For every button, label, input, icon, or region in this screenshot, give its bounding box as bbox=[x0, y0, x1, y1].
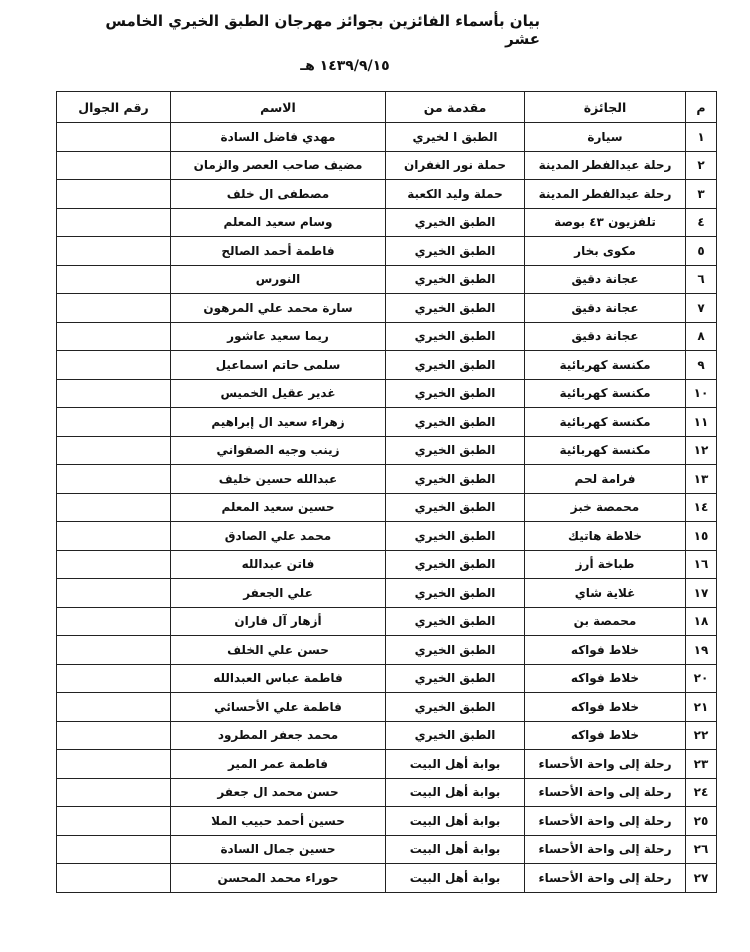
table-row bbox=[57, 436, 717, 465]
row-from: بوابة أهل البيت bbox=[386, 835, 525, 864]
row-phone bbox=[57, 607, 171, 636]
row-phone bbox=[57, 550, 171, 579]
row-phone bbox=[57, 379, 171, 408]
row-phone bbox=[57, 180, 171, 209]
row-num: ١٠ bbox=[686, 379, 717, 408]
row-name: أزهار آل فاران bbox=[171, 607, 386, 636]
row-name: حوراء محمد المحسن bbox=[171, 864, 386, 893]
row-num: ٦ bbox=[686, 265, 717, 294]
row-name: حسين جمال السادة bbox=[171, 835, 386, 864]
row-from: بوابة أهل البيت bbox=[386, 807, 525, 836]
table-row bbox=[57, 322, 717, 351]
row-prize: عجانة دقيق bbox=[525, 265, 686, 294]
row-phone bbox=[57, 151, 171, 180]
row-prize: طباخة أرز bbox=[525, 550, 686, 579]
row-from: الطبق الخيري bbox=[386, 493, 525, 522]
row-from: الطبق الخيري bbox=[386, 208, 525, 237]
table-row bbox=[57, 379, 717, 408]
row-phone bbox=[57, 265, 171, 294]
row-name: سلمى حاتم اسماعيل bbox=[171, 351, 386, 380]
row-from: الطبق الخيري bbox=[386, 721, 525, 750]
table-row bbox=[57, 607, 717, 636]
row-name: عبدالله حسين خليف bbox=[171, 465, 386, 494]
row-name: فاتن عبدالله bbox=[171, 550, 386, 579]
table-row bbox=[57, 151, 717, 180]
row-phone bbox=[57, 693, 171, 722]
table-row bbox=[57, 265, 717, 294]
row-prize: مكنسة كهربائية bbox=[525, 436, 686, 465]
table-row bbox=[57, 493, 717, 522]
row-prize: غلاية شاي bbox=[525, 579, 686, 608]
row-num: ٨ bbox=[686, 322, 717, 351]
table-row bbox=[57, 180, 717, 209]
row-name: فاطمة علي الأحسائي bbox=[171, 693, 386, 722]
row-name: مصطفى ال خلف bbox=[171, 180, 386, 209]
row-from: بوابة أهل البيت bbox=[386, 864, 525, 893]
row-from: الطبق الخيري bbox=[386, 693, 525, 722]
row-name: فاطمة أحمد الصالح bbox=[171, 237, 386, 266]
row-num: ١٣ bbox=[686, 465, 717, 494]
row-prize: مكنسة كهربائية bbox=[525, 408, 686, 437]
row-from: الطبق الخيري bbox=[386, 265, 525, 294]
row-from: الطبق الخيري bbox=[386, 294, 525, 323]
row-from: الطبق الخيري bbox=[386, 607, 525, 636]
row-prize: رحلة عيدالفطر المدينة bbox=[525, 180, 686, 209]
row-prize: تلفزيون ٤٣ بوصة bbox=[525, 208, 686, 237]
row-name: محمد جعفر المطرود bbox=[171, 721, 386, 750]
row-phone bbox=[57, 408, 171, 437]
row-phone bbox=[57, 750, 171, 779]
row-num: ١٦ bbox=[686, 550, 717, 579]
row-from: الطبق الخيري bbox=[386, 550, 525, 579]
header-prize: الجائزة bbox=[525, 92, 686, 123]
row-num: ١٢ bbox=[686, 436, 717, 465]
row-from: بوابة أهل البيت bbox=[386, 750, 525, 779]
table-row bbox=[57, 835, 717, 864]
row-prize: خلاط فواكه bbox=[525, 636, 686, 665]
document-date: ١٤٣٩/٩/١٥ هـ bbox=[300, 58, 390, 74]
row-name: زينب وجيه الصفواني bbox=[171, 436, 386, 465]
row-prize: مكنسة كهربائية bbox=[525, 379, 686, 408]
row-num: ١ bbox=[686, 123, 717, 152]
row-prize: رحلة إلى واحة الأحساء bbox=[525, 778, 686, 807]
row-name: حسن علي الخلف bbox=[171, 636, 386, 665]
winners-table bbox=[56, 91, 717, 893]
row-phone bbox=[57, 835, 171, 864]
row-prize: خلاط فواكه bbox=[525, 693, 686, 722]
row-num: ٢٢ bbox=[686, 721, 717, 750]
row-name: محمد علي الصادق bbox=[171, 522, 386, 551]
row-prize: رحلة إلى واحة الأحساء bbox=[525, 864, 686, 893]
row-name: وسام سعيد المعلم bbox=[171, 208, 386, 237]
table-row bbox=[57, 693, 717, 722]
row-prize: خلاط فواكه bbox=[525, 721, 686, 750]
row-num: ٧ bbox=[686, 294, 717, 323]
table-row bbox=[57, 408, 717, 437]
table-row bbox=[57, 864, 717, 893]
row-num: ٢١ bbox=[686, 693, 717, 722]
row-prize: رحلة إلى واحة الأحساء bbox=[525, 750, 686, 779]
table-row bbox=[57, 664, 717, 693]
row-num: ١٧ bbox=[686, 579, 717, 608]
row-phone bbox=[57, 778, 171, 807]
table-row bbox=[57, 636, 717, 665]
table-header-row bbox=[57, 92, 717, 123]
row-from: الطبق الخيري bbox=[386, 351, 525, 380]
row-phone bbox=[57, 522, 171, 551]
row-num: ٢٤ bbox=[686, 778, 717, 807]
row-prize: محمصة بن bbox=[525, 607, 686, 636]
row-phone bbox=[57, 294, 171, 323]
row-from: حملة نور الغفران bbox=[386, 151, 525, 180]
row-from: بوابة أهل البيت bbox=[386, 778, 525, 807]
row-name: حسين سعيد المعلم bbox=[171, 493, 386, 522]
table-row bbox=[57, 237, 717, 266]
row-prize: رحلة إلى واحة الأحساء bbox=[525, 807, 686, 836]
row-phone bbox=[57, 579, 171, 608]
row-num: ٩ bbox=[686, 351, 717, 380]
row-num: ٢٣ bbox=[686, 750, 717, 779]
row-name: حسين أحمد حبيب الملا bbox=[171, 807, 386, 836]
table-body bbox=[57, 123, 717, 893]
row-prize: سيارة bbox=[525, 123, 686, 152]
table-row bbox=[57, 807, 717, 836]
row-name: النورس bbox=[171, 265, 386, 294]
row-from: حملة وليد الكعبة bbox=[386, 180, 525, 209]
row-name: علي الجعفر bbox=[171, 579, 386, 608]
row-num: ٢٠ bbox=[686, 664, 717, 693]
row-prize: رحلة عيدالفطر المدينة bbox=[525, 151, 686, 180]
table-row bbox=[57, 721, 717, 750]
row-phone bbox=[57, 123, 171, 152]
row-phone bbox=[57, 208, 171, 237]
header-name: الاسم bbox=[171, 92, 386, 123]
row-prize: رحلة إلى واحة الأحساء bbox=[525, 835, 686, 864]
row-name: غدير عقيل الخميس bbox=[171, 379, 386, 408]
row-num: ١٤ bbox=[686, 493, 717, 522]
row-num: ٢٥ bbox=[686, 807, 717, 836]
row-phone bbox=[57, 436, 171, 465]
row-from: الطبق الخيري bbox=[386, 636, 525, 665]
row-name: فاطمة عمر المير bbox=[171, 750, 386, 779]
table-row bbox=[57, 750, 717, 779]
table-row bbox=[57, 778, 717, 807]
row-name: مهدي فاضل السادة bbox=[171, 123, 386, 152]
row-name: ريما سعيد عاشور bbox=[171, 322, 386, 351]
header-phone: رقم الجوال bbox=[57, 92, 171, 123]
row-from: الطبق الخيري bbox=[386, 379, 525, 408]
row-num: ١٨ bbox=[686, 607, 717, 636]
row-num: ٥ bbox=[686, 237, 717, 266]
header-num: م bbox=[686, 92, 717, 123]
row-name: فاطمة عباس العبدالله bbox=[171, 664, 386, 693]
row-prize: مكوى بخار bbox=[525, 237, 686, 266]
row-from: الطبق الخيري bbox=[386, 322, 525, 351]
row-prize: فرامة لحم bbox=[525, 465, 686, 494]
row-phone bbox=[57, 322, 171, 351]
row-phone bbox=[57, 351, 171, 380]
row-prize: مكنسة كهربائية bbox=[525, 351, 686, 380]
row-name: سارة محمد علي المرهون bbox=[171, 294, 386, 323]
row-name: حسن محمد ال جعفر bbox=[171, 778, 386, 807]
table-row bbox=[57, 579, 717, 608]
row-from: الطبق الخيري bbox=[386, 237, 525, 266]
row-from: الطبق الخيري bbox=[386, 522, 525, 551]
table-row bbox=[57, 522, 717, 551]
row-phone bbox=[57, 493, 171, 522]
row-from: الطبق الخيري bbox=[386, 579, 525, 608]
row-name: زهراء سعيد ال إبراهيم bbox=[171, 408, 386, 437]
row-prize: عجانة دقيق bbox=[525, 294, 686, 323]
table-row bbox=[57, 465, 717, 494]
row-num: ٢٦ bbox=[686, 835, 717, 864]
row-phone bbox=[57, 664, 171, 693]
table-row bbox=[57, 208, 717, 237]
document-title: بيان بأسماء الفائزين بجوائز مهرجان الطبق الخيري الخامس عشر bbox=[105, 12, 540, 48]
row-prize: خلاط فواكه bbox=[525, 664, 686, 693]
row-from: الطبق الخيري bbox=[386, 465, 525, 494]
row-num: ٢ bbox=[686, 151, 717, 180]
header-from: مقدمة من bbox=[386, 92, 525, 123]
row-num: ٣ bbox=[686, 180, 717, 209]
row-name: مضيف صاحب العصر والزمان bbox=[171, 151, 386, 180]
row-from: الطبق الخيري bbox=[386, 436, 525, 465]
row-phone bbox=[57, 237, 171, 266]
row-prize: محمصة خبز bbox=[525, 493, 686, 522]
row-prize: عجانة دقيق bbox=[525, 322, 686, 351]
row-phone bbox=[57, 807, 171, 836]
row-num: ١٥ bbox=[686, 522, 717, 551]
row-from: الطبق الخيري bbox=[386, 664, 525, 693]
row-phone bbox=[57, 864, 171, 893]
table-row bbox=[57, 550, 717, 579]
row-num: ٢٧ bbox=[686, 864, 717, 893]
row-num: ٤ bbox=[686, 208, 717, 237]
row-num: ١١ bbox=[686, 408, 717, 437]
table-row bbox=[57, 123, 717, 152]
row-from: الطبق الخيري bbox=[386, 408, 525, 437]
table-row bbox=[57, 351, 717, 380]
row-phone bbox=[57, 465, 171, 494]
row-num: ١٩ bbox=[686, 636, 717, 665]
row-from: الطبق ا لخيري bbox=[386, 123, 525, 152]
table-row bbox=[57, 294, 717, 323]
row-phone bbox=[57, 636, 171, 665]
row-phone bbox=[57, 721, 171, 750]
row-prize: خلاطة هاتيك bbox=[525, 522, 686, 551]
